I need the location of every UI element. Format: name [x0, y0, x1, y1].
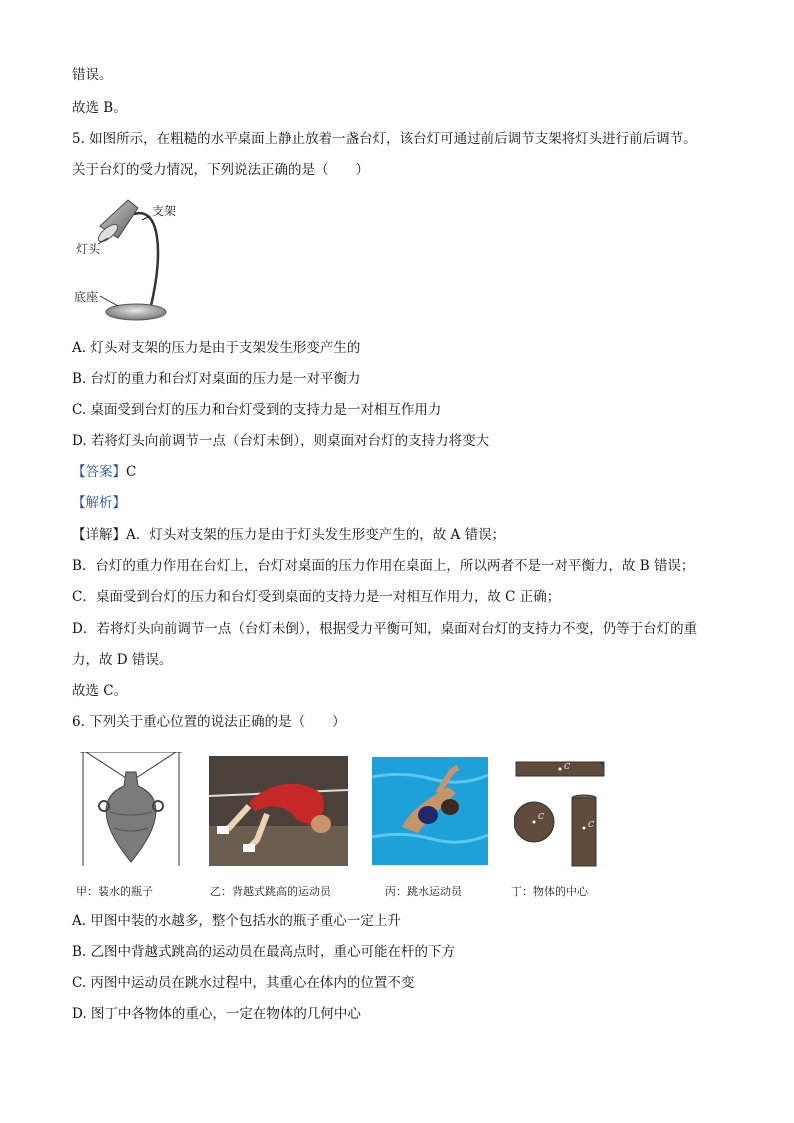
center-mark-bar: C [564, 762, 571, 771]
text-line: 错误。 [72, 67, 113, 83]
caption-ding: 丁：物体的中心 [511, 885, 588, 898]
caption-bing: 丙：跳水运动员 [385, 885, 462, 898]
center-mark-disk: C [538, 812, 545, 821]
answer-line [72, 463, 136, 481]
detail-d-cont: 力，故 D 错误。 [72, 652, 173, 668]
analysis-tag: 【解析】 [72, 495, 126, 511]
figure-yi-high-jumper [209, 756, 348, 866]
answer-value: C [126, 464, 137, 480]
diver-photo [372, 757, 488, 865]
option-b: B. 台灯的重力和台灯对桌面的压力是一对平衡力 [72, 371, 361, 387]
detail-a [72, 526, 505, 544]
detail-tag: 【详解】 [72, 527, 126, 543]
caption-yi: 乙：背越式跳高的运动员 [210, 885, 331, 898]
figure-ding-objects [514, 760, 606, 868]
option-c: C. 桌面受到台灯的压力和台灯受到的支持力是一对相互作用力 [72, 402, 442, 418]
choose-c: 故选 C。 [72, 683, 128, 699]
bottle-drawing [80, 752, 182, 866]
label-bracket: 支架 [152, 204, 177, 218]
figure-jia-bottle [80, 752, 182, 866]
label-base: 底座 [74, 290, 99, 304]
option-d: D. 若将灯头向前调节一点（台灯未倒），则桌面对台灯的支持力将变大 [72, 433, 490, 449]
detail-d: D．若将灯头向前调节一点（台灯未倒），根据受力平衡可知，桌面对台灯的支持力不变，仍等于台灯的重 [72, 621, 698, 637]
desk-lamp-figure [72, 192, 222, 326]
desk-lamp-drawing [72, 192, 222, 326]
question-5-stem-cont: 关于台灯的受力情况，下列说法正确的是（ ） [72, 162, 369, 178]
figure-bing-diver [372, 757, 488, 865]
question-6-stem: 6. 下列关于重心位置的说法正确的是（ ） [72, 714, 346, 730]
caption-jia: 甲：装水的瓶子 [76, 885, 153, 898]
option-a: A. 甲图中装的水越多，整个包括水的瓶子重心一定上升 [72, 913, 401, 929]
center-mark-cylinder: C [588, 820, 595, 829]
high-jump-photo [209, 756, 348, 866]
detail-a-text: A．灯头对支架的压力是由于灯头发生形变产生的，故 A 错误； [126, 527, 506, 543]
option-a: A. 灯头对支架的压力是由于支架发生形变产生的 [72, 340, 361, 356]
option-b: B. 乙图中背越式跳高的运动员在最高点时，重心可能在杆的下方 [72, 944, 456, 960]
detail-b: B．台灯的重力作用在台灯上，台灯对桌面的压力作用在桌面上，所以两者不是一对平衡力，故 B 错误； [72, 558, 695, 574]
objects-drawing [514, 760, 606, 868]
question-5-stem: 5. 如图所示，在粗糙的水平桌面上静止放着一盏台灯，该台灯可通过前后调节支架将灯头进行前后调节。 [72, 131, 697, 147]
option-d: D. 图丁中各物体的重心，一定在物体的几何中心 [72, 1006, 361, 1022]
text-line: 故选 B。 [72, 100, 127, 116]
label-lamp-head: 灯头 [76, 242, 101, 256]
detail-c: C．桌面受到台灯的压力和台灯受到桌面的支持力是一对相互作用力，故 C 正确； [72, 589, 561, 605]
answer-tag: 【答案】 [72, 464, 126, 480]
option-c: C. 丙图中运动员在跳水过程中，其重心在体内的位置不变 [72, 975, 415, 991]
